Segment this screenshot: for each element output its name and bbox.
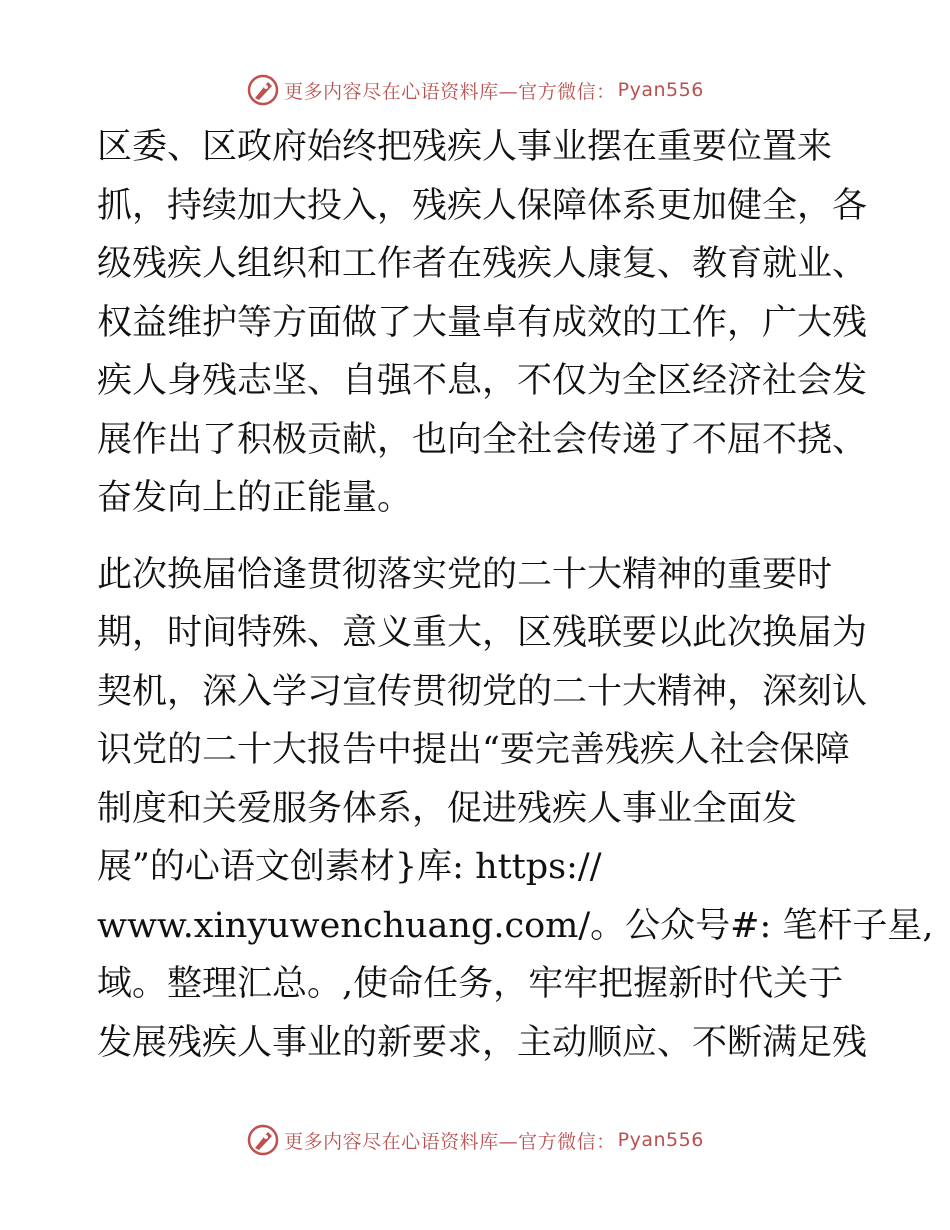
header-watermark-text: 更多内容尽在心语资料库—官方微信： (284, 80, 616, 103)
text-line: 区委、区政府始终把残疾人事业摆在重要位置来 (97, 127, 833, 167)
text-line: 级残疾人组织和工作者在残疾人康复、教育就业、 (97, 244, 868, 284)
text-line: 制度和关爱服务体系，促进残疾人事业全面发 (97, 788, 798, 829)
text-line: 抓，持续加大投入，残疾人保障体系更加健全，各 (97, 185, 868, 226)
header-wechat-id: Pyan556 (617, 79, 704, 101)
header-watermark (0, 70, 950, 110)
text-line: 域。整理汇总。,使命任务，牢牢把握新时代关于 (97, 964, 844, 1004)
pen-nib-logo-icon (246, 1123, 280, 1157)
footer-wechat-id: Pyan556 (617, 1129, 704, 1151)
text-line: www.xinyuwenchuang.com/。公众号#: 笔杆子星, (97, 905, 934, 946)
pen-nib-logo-icon (246, 73, 280, 107)
paragraph-1 (97, 118, 868, 528)
text-line: 期，时间特殊、意义重大，区残联要以此次换届为 (97, 613, 868, 653)
text-line: 展作出了积极贡献，也向全社会传递了不屈不挠、 (97, 419, 868, 460)
text-line: 契机，深入学习宣传贯彻党的二十大精神，深刻认 (97, 671, 868, 712)
body-text (97, 118, 934, 1131)
paragraph-gap (97, 528, 857, 546)
text-line: 此次换届恰逢贯彻落实党的二十大精神的重要时 (97, 554, 833, 595)
footer-watermark (0, 1120, 950, 1160)
text-line: 识党的二十大报告中提出“要完善残疾人社会保障 (97, 730, 850, 770)
text-line: 奋发向上的正能量。 (97, 478, 413, 518)
text-line: 发展残疾人事业的新要求，主动顺应、不断满足残 (97, 1022, 868, 1063)
paragraph-2 (97, 546, 934, 1131)
text-line: 疾人身残志坚、自强不息，不仅为全区经济社会发 (97, 361, 868, 401)
text-line: 展”的心语文创素材}库: https:// (97, 847, 602, 887)
footer-watermark-text: 更多内容尽在心语资料库—官方微信： (284, 1130, 616, 1153)
text-line: 权益维护等方面做了大量卓有成效的工作，广大残 (97, 302, 868, 343)
